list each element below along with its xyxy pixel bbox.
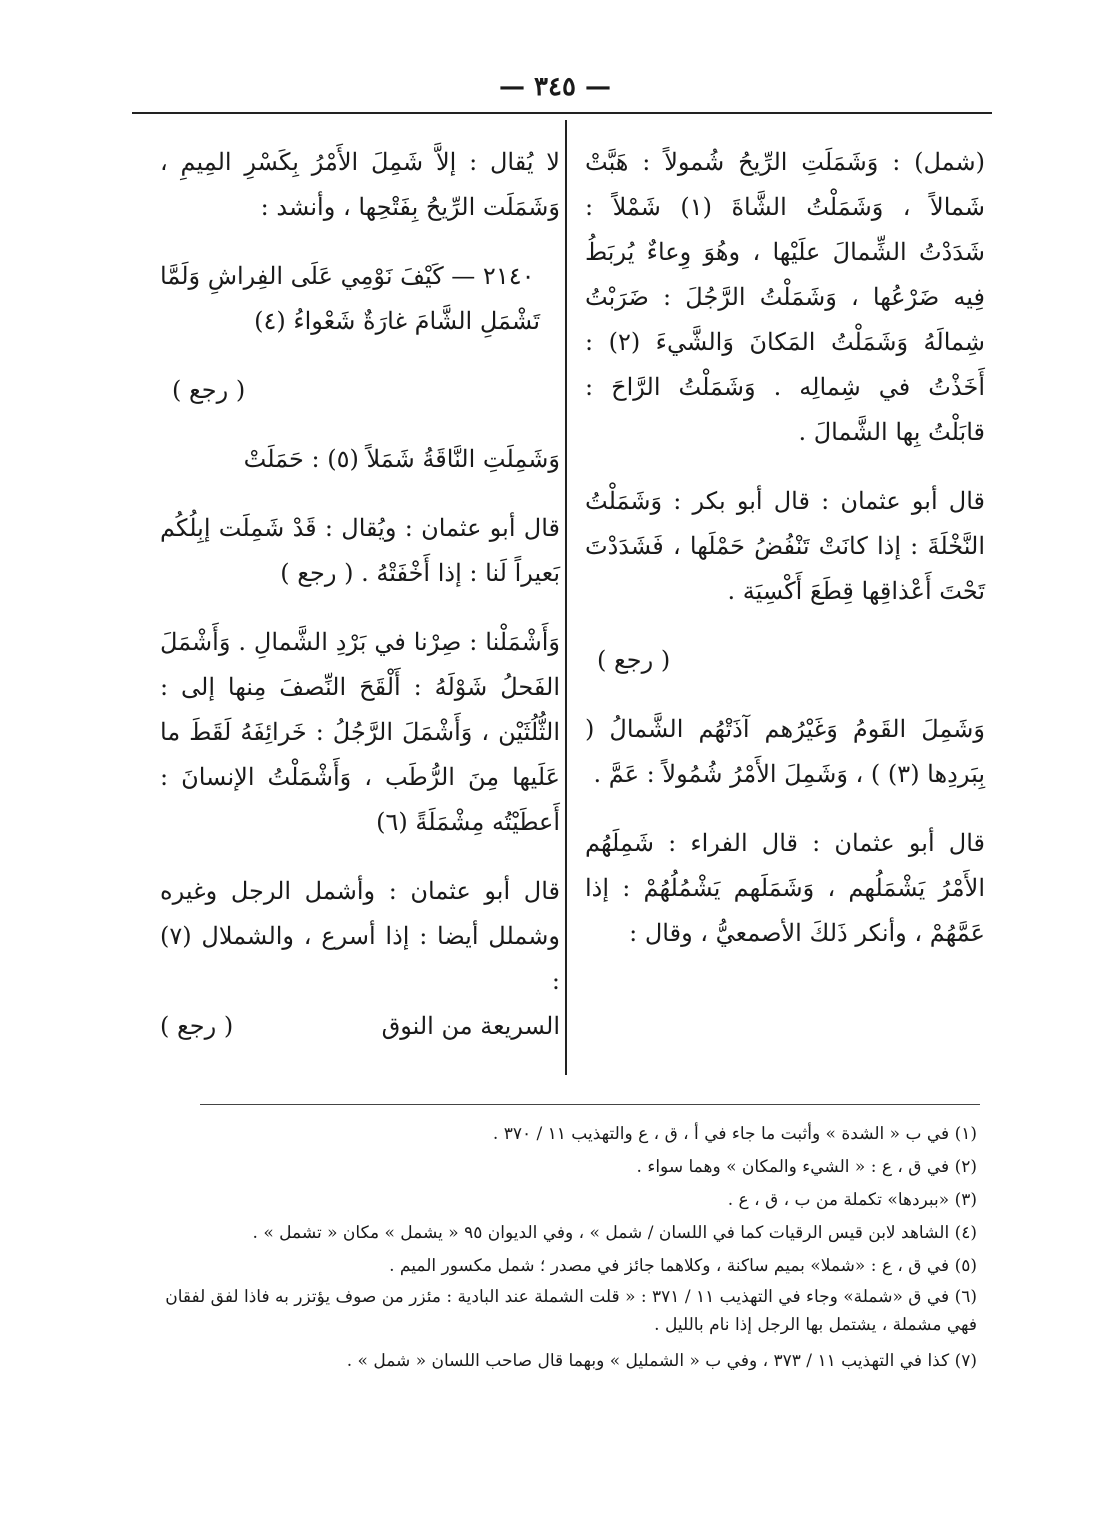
footnote-rule [200,1104,980,1105]
right-paragraph-2: قال أبو عثمان : قال أبو بكر : وَشَمَلْتُ النَّخْلَةَ : إذا كانَتْ تَنْفُضُ حَمْلَها ، فَشَدَدْتَ تَحْتَ أَعْذاقِها قِطَعَ أَكْسِيَة . [585,487,985,605]
right-paragraph-4: قال أبو عثمان : قال الفراء : شَمِلَهُم الأَمْرُ يَشْمَلُهم ، وَشَمَلَهم يَشْمُلُهُمْ : إذا عَمَّهُمْ ، وأنكر ذَلكَ الأصمعيُّ ، وقال : [585,829,986,947]
right-column [585,140,985,980]
footnote-4: (٤) الشاهد لابن قيس الرقيات كما في اللسان / شمل » ، وفي الديوان ٩٥ « يشمل » مكان « تشمل » . [252,1223,977,1243]
right-return-tag: ( رجع ) [597,646,671,674]
footnote-7: (٧) كذا في التهذيب ١١ / ٣٧٣ ، وفي ب « الشمليل » وبهما قال صاحب اللسان « شمل » . [346,1351,977,1371]
left-last-line [160,1004,560,1049]
left-paragraph-5: قال أبو عثمان : وأشمل الرجل وغيره وشملل أيضا : إذا أسرع ، والشملال (٧) : [160,877,560,995]
footnote-5: (٥) في ق ، ع : «شملا» بميم ساكنة ، وكلاهما جائز في مصدر ؛ شمل مكسور الميم . [389,1256,977,1276]
column-divider [565,120,567,1075]
left-paragraph-1: لا يُقال : إلاَّ شَمِلَ الأَمْرُ بِكَسْرِ المِيمِ ، وَشَمَلَت الرِّيحُ بِفَتْحِها ، وأنشد : [160,148,560,221]
footnote-6: (٦) في ق «شملة» وجاء في التهذيب ١١ / ٣٧١ : « قلت الشملة عند البادية : مئزر من صوف يؤتزر به فاذا لفق لفقان فهي مشملة ، يشتمل بها الرجل إذا نام بالليل . [165,1287,977,1335]
left-paragraph-4: وَأَشْمَلْنا : صِرْنا في بَرْدِ الشَّمالِ . وَأَشْمَلَ الفَحلُ شَوْلَهُ : أَلْقَحَ النِّصفَ مِنها إلى : الثُّلُثَيْن ، وَأَشْمَلَ الرَّجُلُ : خَرائِفَهُ لَقَطَ ما عَلَيها مِنَ الرُّطَب ، وَأَشْمَلْتُ الإنسانَ : أَعطَيْتُه مِشْمَلَةً (٦) [160,628,560,836]
verse-line-1: ٢١٤٠ — كَيْفَ نَوْمِي عَلَى الفِراشِ وَلَمَّا [160,262,535,290]
footnote-1: (١) في ب « الشدة » وأثبت ما جاء في أ ، ق ، ع والتهذيب ١١ / ٣٧٠ . [492,1124,977,1144]
left-last-return-tag: ( رجع ) [160,1012,234,1040]
left-column [160,140,560,1049]
footnote-2: (٢) في ق ، ع : « الشيء والمكان » وهما سواء . [636,1157,977,1177]
footnotes [165,1118,977,1378]
left-return-tag: ( رجع ) [172,376,246,404]
left-last-text: السريعة من النوق [381,1012,560,1040]
right-paragraph-1: (شمل) : وَشَمَلَتِ الرِّيحُ شُمولاً : هَبَّتْ شَمالاً ، وَشَمَلْتُ الشَّاةَ (١) شَمْلاً : شَدَدْتُ الشِّمالَ علَيْها ، وهُوَ وِعاءٌ يُربَطُ فِيه ضَرْعُها ، وَشَمَلْتُ الرَّجُلَ : ضَرَبْتُ شِمالَهُ وَشَمَلْتُ المَكانَ وَالشَّيءَ (٢) : أَخَذْتُ في شِمالِه . وَشَمَلْتُ الرَّاحَ : قابَلْتُ بِها الشَّمالَ . [585,148,985,446]
header-rule [132,112,992,114]
footnote-3: (٣) «ببردها» تكملة من ب ، ق ، ع . [727,1190,977,1210]
left-paragraph-3: قال أبو عثمان : ويُقال : قَدْ شَمِلَت إبِلُكُم بَعيراً لَنا : إذا أَخْفَتْهُ . ( رجع ) [160,514,560,587]
poetry-verse [160,254,560,344]
right-paragraph-3: وَشَمِلَ القَومُ وَغَيْرُهم آذَتْهُم الشَّمالُ ( بِبَردِها (٣) ) ، وَشَمِلَ الأَمْرُ شُمُولاً : عَمَّ . [585,715,985,788]
page-number: — ٣٤٥ — [498,72,612,102]
left-paragraph-2: وَشَمِلَتِ النَّاقَةُ شَمَلاً (٥) : حَمَلَتْ [243,445,560,473]
verse-line-2: تَشْمَلِ الشَّامَ غارَةٌ شَعْواءُ (٤) [254,307,540,335]
